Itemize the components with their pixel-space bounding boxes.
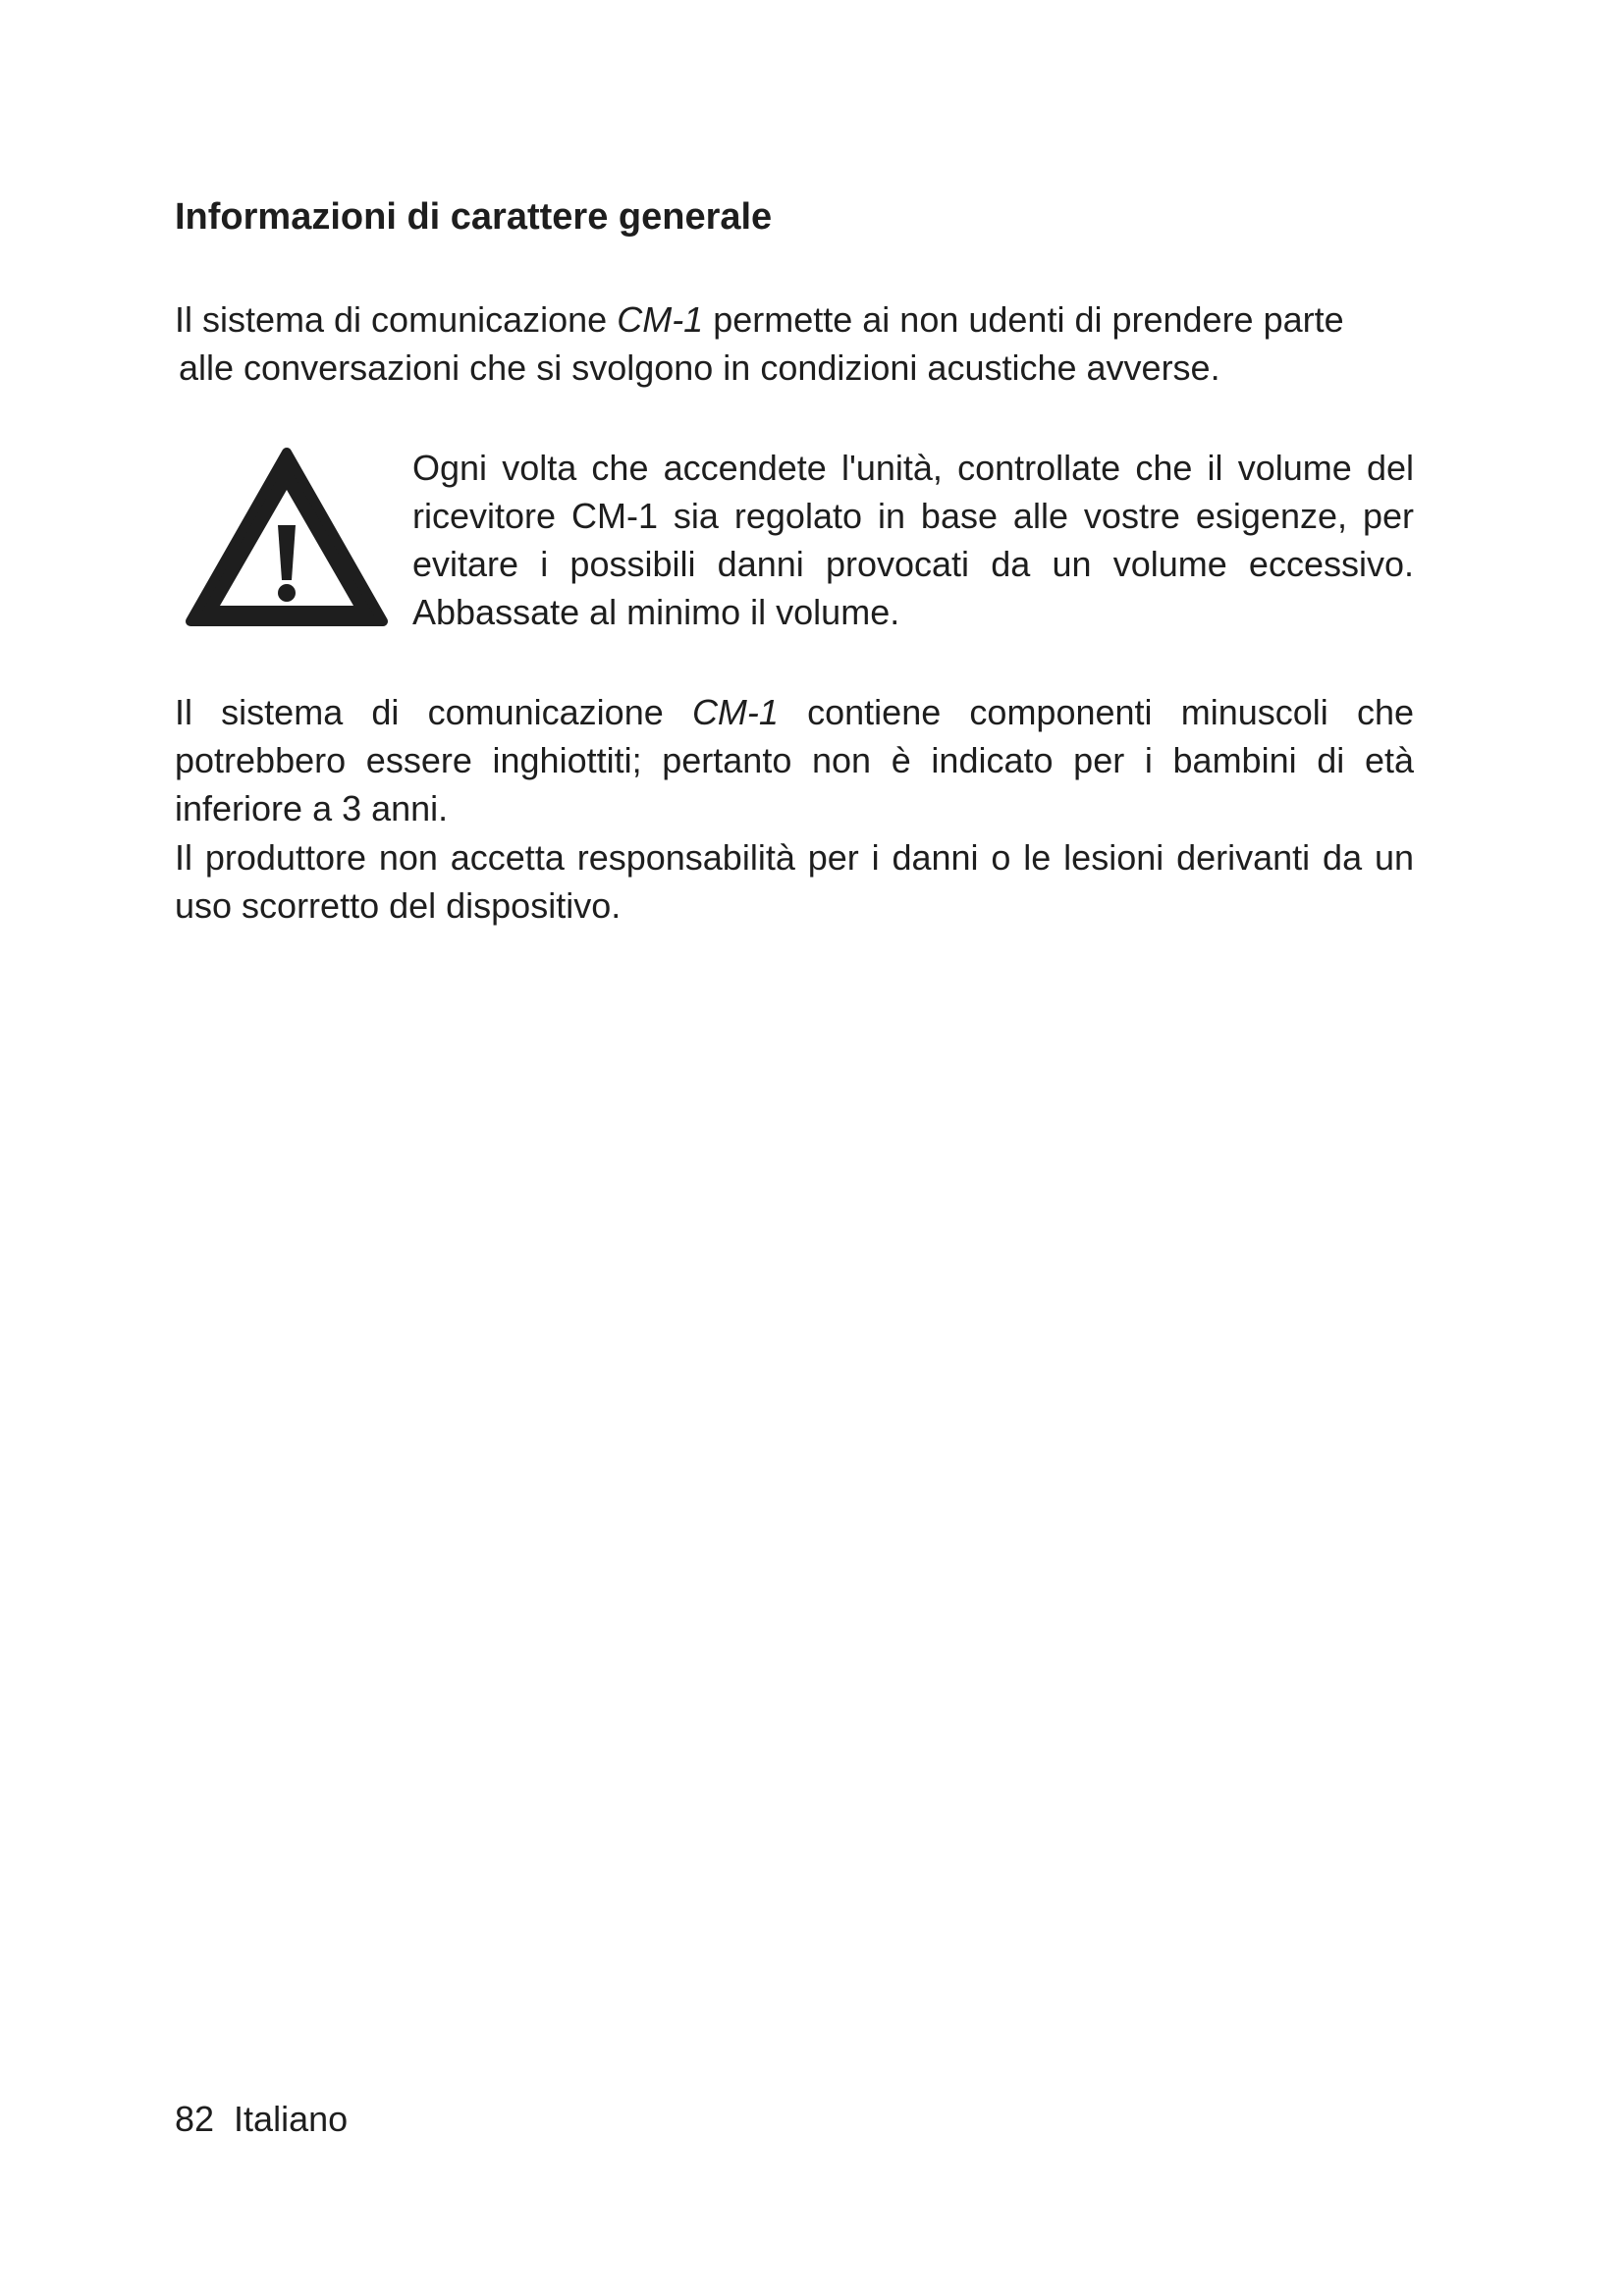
- product-name: CM-1: [691, 692, 779, 732]
- page-footer: [175, 2099, 348, 2140]
- safety-text-start: Il sistema di comunicazione: [175, 692, 692, 732]
- intro-text-end: permette ai non udenti di prendere parte: [703, 299, 1344, 340]
- footer-language: Italiano: [234, 2099, 349, 2139]
- intro-paragraph: [175, 295, 1414, 392]
- intro-text-start: Il sistema di comunicazione: [175, 299, 618, 340]
- page-number: 82: [175, 2099, 215, 2139]
- warning-triangle-icon: [183, 445, 391, 631]
- safety-paragraph: [175, 688, 1414, 832]
- intro-text-line2: alle conversazioni che si svolgono in condizioni acustiche avverse.: [179, 347, 1220, 388]
- product-name: CM-1: [617, 299, 704, 340]
- section-heading: Informazioni di carattere generale: [175, 196, 773, 238]
- safety-text-end: contiene componenti minuscoli che potrebbero essere inghiottiti; pertanto non è indicato per i bambini di età inferiore a 3 anni.: [175, 692, 1414, 828]
- liability-paragraph: Il produttore non accetta responsabilità per i danni o le lesioni derivanti da un uso scorretto del dispositivo.: [175, 837, 1414, 926]
- warning-text: Ogni volta che accendete l'unità, controllate che il volume del ricevitore CM-1 sia regolato in base alle vostre esigenze, per evitare i possibili danni provocati da un volume eccessivo. Abbassate al minimo il volume.: [412, 448, 1414, 632]
